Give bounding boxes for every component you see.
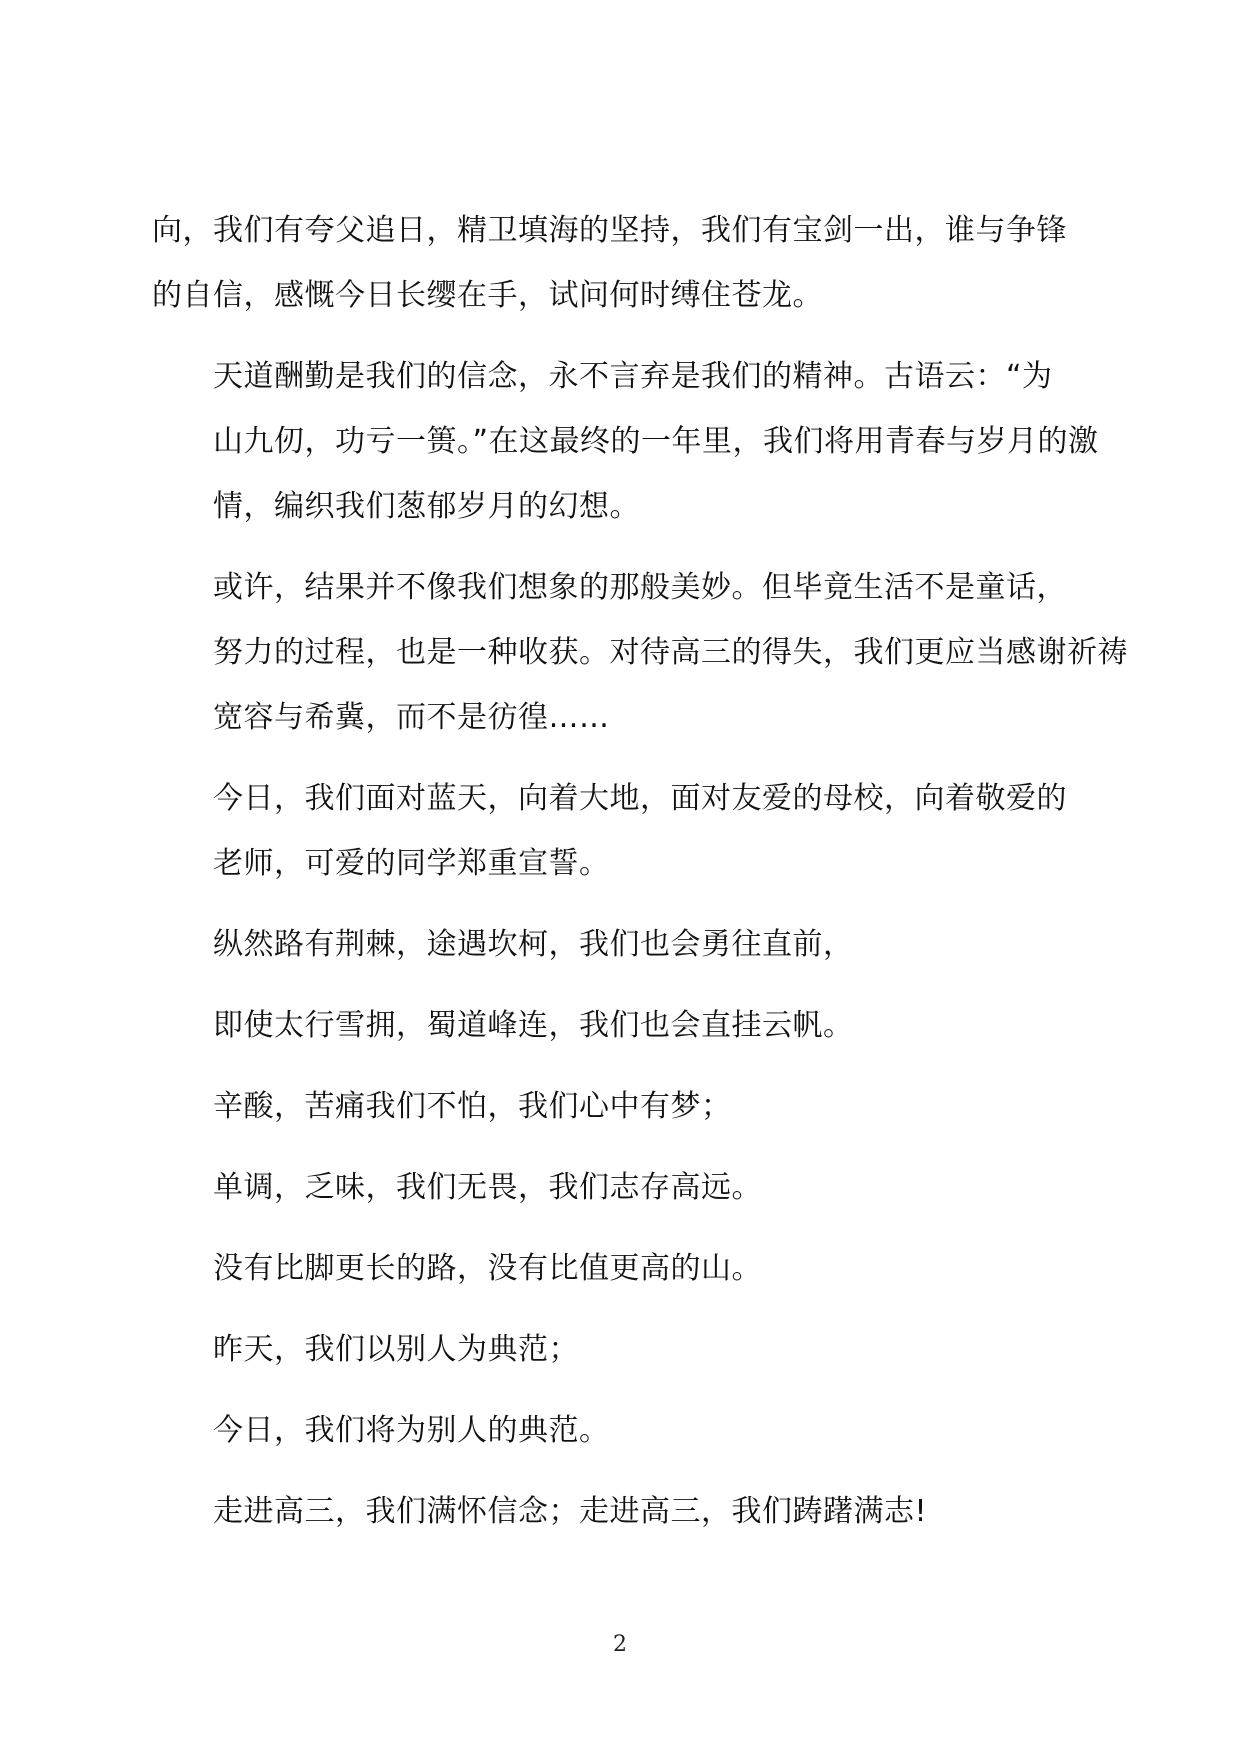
text-line: 纵然路有荆棘，途遇坎柯，我们也会勇往直前， xyxy=(213,927,854,962)
paragraph xyxy=(152,555,1128,750)
text-line: 单调，乏味，我们无畏，我们志存高远。 xyxy=(213,1170,762,1205)
text-line: 今日，我们面对蓝天，向着大地，面对友爱的母校，向着敬爱的 xyxy=(213,781,1067,816)
oath-line xyxy=(152,1398,1092,1463)
text-line: 向，我们有夸父追日，精卫填海的坚持，我们有宝剑一出，谁与争锋 xyxy=(152,213,1067,248)
text-line: 或许，结果并不像我们想象的那般美妙。但毕竟生活不是童话， xyxy=(213,570,1067,605)
text-line: 的自信，感慨今日长缨在手，试问何时缚住苍龙。 xyxy=(152,278,823,313)
paragraph xyxy=(152,344,1099,539)
text-line: 老师，可爱的同学郑重宣誓。 xyxy=(213,846,610,881)
text-line: 努力的过程，也是一种收获。对待高三的得失，我们更应当感谢祈祷 xyxy=(213,635,1128,670)
oath-line xyxy=(152,1317,1092,1382)
text-line: 走进高三，我们满怀信念；走进高三，我们踌躇满志! xyxy=(213,1494,928,1529)
paragraph xyxy=(152,766,1092,896)
oath-line xyxy=(152,1074,1092,1139)
paragraph xyxy=(152,198,1092,328)
body-text xyxy=(152,198,1128,1560)
oath-line xyxy=(152,912,1092,977)
text-line: 天道酬勤是我们的信念，永不言弃是我们的精神。古语云：“为 xyxy=(213,359,1053,394)
page-number: 2 xyxy=(613,1632,627,1657)
oath-line xyxy=(152,993,1092,1058)
oath-line xyxy=(152,1155,1092,1220)
oath-line xyxy=(152,1479,1092,1544)
text-line: 情，编织我们葱郁岁月的幻想。 xyxy=(213,489,640,524)
text-line: 宽容与希冀，而不是彷徨…… xyxy=(213,700,610,735)
text-line: 没有比脚更长的路，没有比值更高的山。 xyxy=(213,1251,762,1286)
text-line: 山九仞，功亏一篑。”在这最终的一年里，我们将用青春与岁月的激 xyxy=(213,424,1099,459)
text-line: 昨天，我们以别人为典范； xyxy=(213,1332,579,1367)
text-line: 今日，我们将为别人的典范。 xyxy=(213,1413,610,1448)
text-line: 辛酸，苦痛我们不怕，我们心中有梦； xyxy=(213,1089,732,1124)
oath-line xyxy=(152,1236,1092,1301)
text-line: 即使太行雪拥，蜀道峰连，我们也会直挂云帆。 xyxy=(213,1008,854,1043)
